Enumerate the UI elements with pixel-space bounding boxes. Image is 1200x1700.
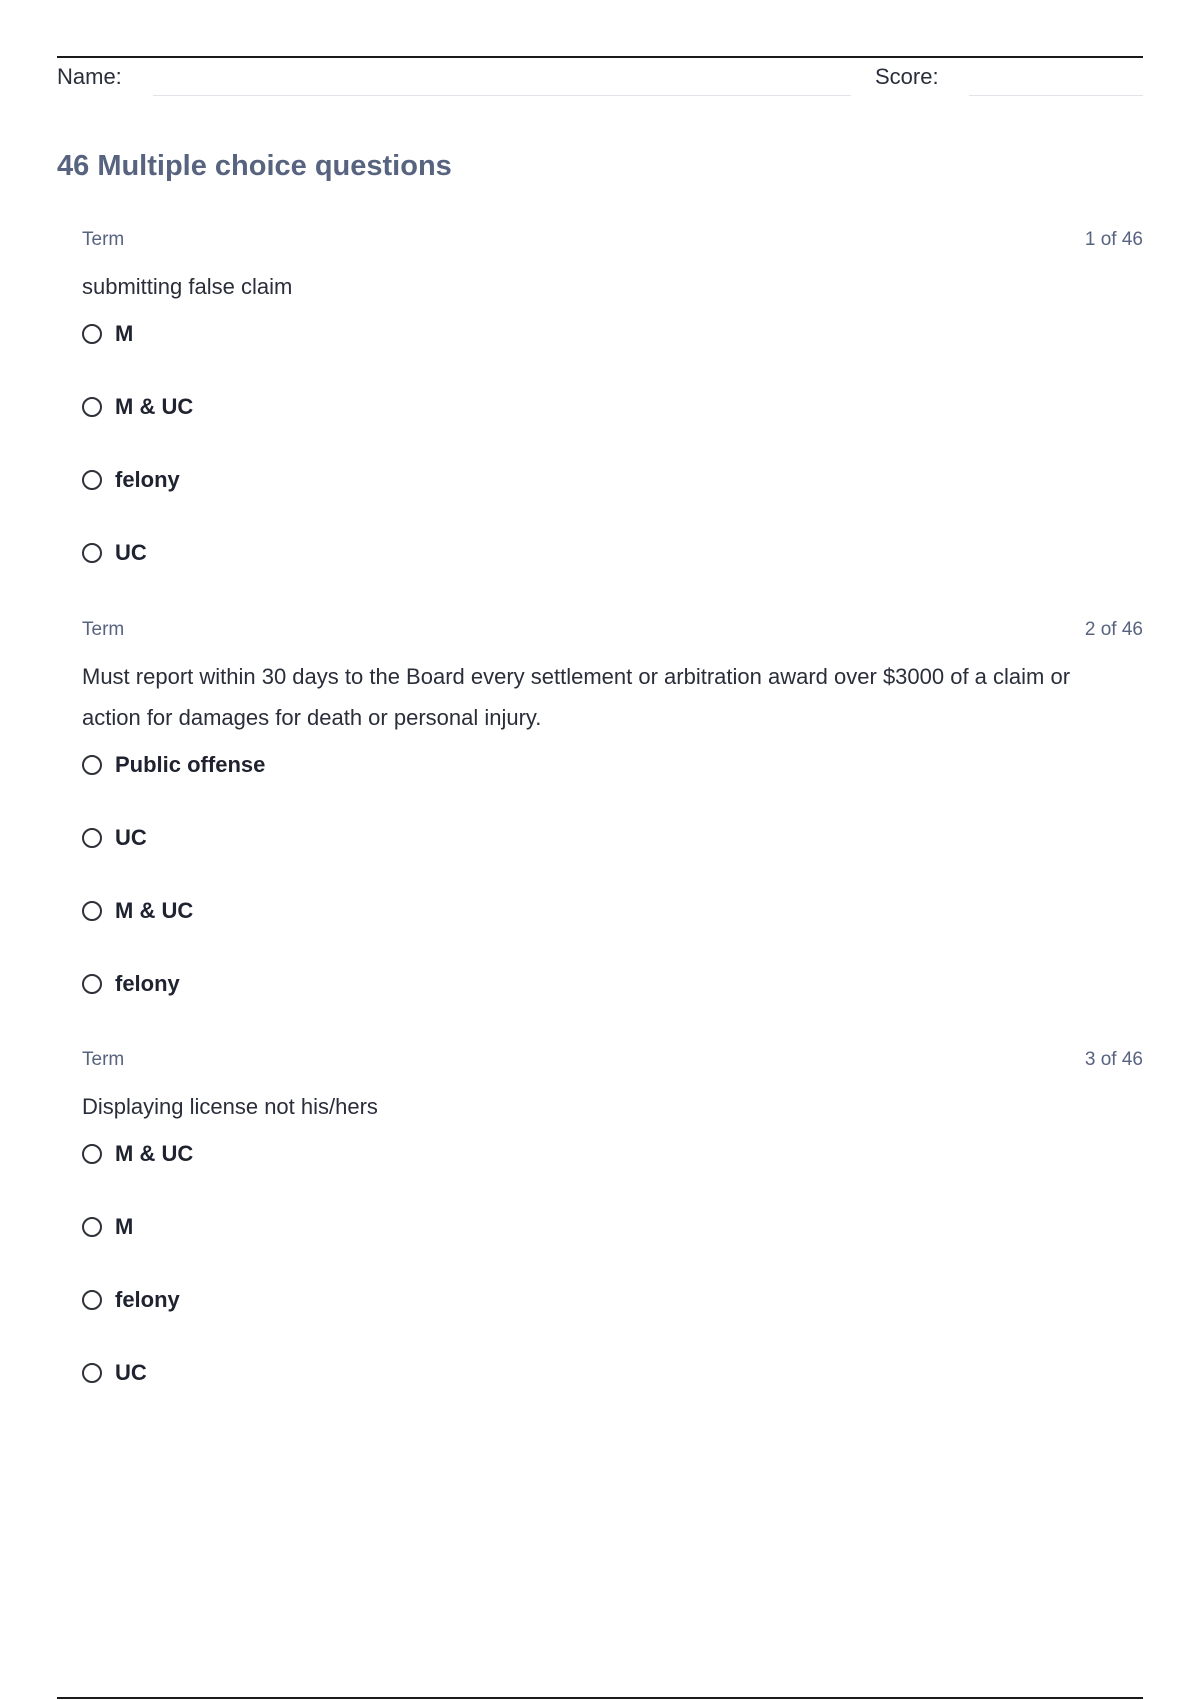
answer-option-label: Public offense bbox=[115, 752, 266, 777]
question-counter: 1 of 46 bbox=[1084, 229, 1143, 250]
question-prompt: Must report within 30 days to the Board every settlement or arbitration award over $3000 of a claim or action for damages for death or personal injury. bbox=[82, 664, 1071, 730]
name-label: Name: bbox=[57, 64, 122, 89]
section-title: 46 Multiple choice questions bbox=[57, 150, 452, 182]
score-label: Score: bbox=[875, 64, 939, 89]
radio-circle-icon[interactable] bbox=[82, 974, 102, 994]
answer-option[interactable] bbox=[82, 1277, 1143, 1350]
top-rule bbox=[57, 56, 1143, 58]
worksheet-header bbox=[57, 64, 1143, 98]
radio-circle-icon[interactable] bbox=[82, 755, 102, 775]
name-field[interactable] bbox=[153, 95, 851, 96]
question-3 bbox=[82, 1048, 1143, 1423]
answer-option-label: M & UC bbox=[115, 394, 194, 419]
radio-circle-icon[interactable] bbox=[82, 470, 102, 490]
answer-option-label: UC bbox=[115, 825, 147, 850]
answer-option-label: M bbox=[115, 1214, 134, 1239]
answer-option[interactable] bbox=[82, 1350, 1143, 1423]
answer-option[interactable] bbox=[82, 815, 1143, 888]
answer-option-label: M & UC bbox=[115, 1141, 194, 1166]
answer-option-label: felony bbox=[115, 971, 180, 996]
answer-option[interactable] bbox=[82, 530, 1143, 603]
term-label: Term bbox=[82, 229, 125, 250]
answer-option[interactable] bbox=[82, 384, 1143, 457]
answer-option[interactable] bbox=[82, 1204, 1143, 1277]
answer-option-label: felony bbox=[115, 467, 180, 492]
radio-circle-icon[interactable] bbox=[82, 828, 102, 848]
answer-options bbox=[82, 742, 1143, 1034]
answer-options bbox=[82, 311, 1143, 603]
radio-circle-icon[interactable] bbox=[82, 324, 102, 344]
answer-option-label: UC bbox=[115, 1360, 147, 1385]
radio-circle-icon[interactable] bbox=[82, 901, 102, 921]
term-label: Term bbox=[82, 619, 125, 640]
bottom-rule bbox=[57, 1697, 1143, 1699]
radio-circle-icon[interactable] bbox=[82, 543, 102, 563]
term-label: Term bbox=[82, 1049, 125, 1070]
question-2 bbox=[82, 618, 1143, 1034]
answer-options bbox=[82, 1131, 1143, 1423]
score-field[interactable] bbox=[969, 95, 1143, 96]
radio-circle-icon[interactable] bbox=[82, 1363, 102, 1383]
answer-option-label: UC bbox=[115, 540, 147, 565]
question-prompt: submitting false claim bbox=[82, 274, 293, 299]
radio-circle-icon[interactable] bbox=[82, 1144, 102, 1164]
question-counter: 3 of 46 bbox=[1084, 1049, 1143, 1070]
answer-option[interactable] bbox=[82, 311, 1143, 384]
question-counter: 2 of 46 bbox=[1084, 619, 1143, 640]
answer-option[interactable] bbox=[82, 457, 1143, 530]
radio-circle-icon[interactable] bbox=[82, 1290, 102, 1310]
question-prompt: Displaying license not his/hers bbox=[82, 1094, 378, 1119]
answer-option[interactable] bbox=[82, 742, 1143, 815]
answer-option[interactable] bbox=[82, 961, 1143, 1034]
answer-option[interactable] bbox=[82, 888, 1143, 961]
answer-option-label: M bbox=[115, 321, 134, 346]
answer-option-label: felony bbox=[115, 1287, 180, 1312]
answer-option[interactable] bbox=[82, 1131, 1143, 1204]
answer-option-label: M & UC bbox=[115, 898, 194, 923]
radio-circle-icon[interactable] bbox=[82, 1217, 102, 1237]
radio-circle-icon[interactable] bbox=[82, 397, 102, 417]
question-1 bbox=[82, 228, 1143, 603]
